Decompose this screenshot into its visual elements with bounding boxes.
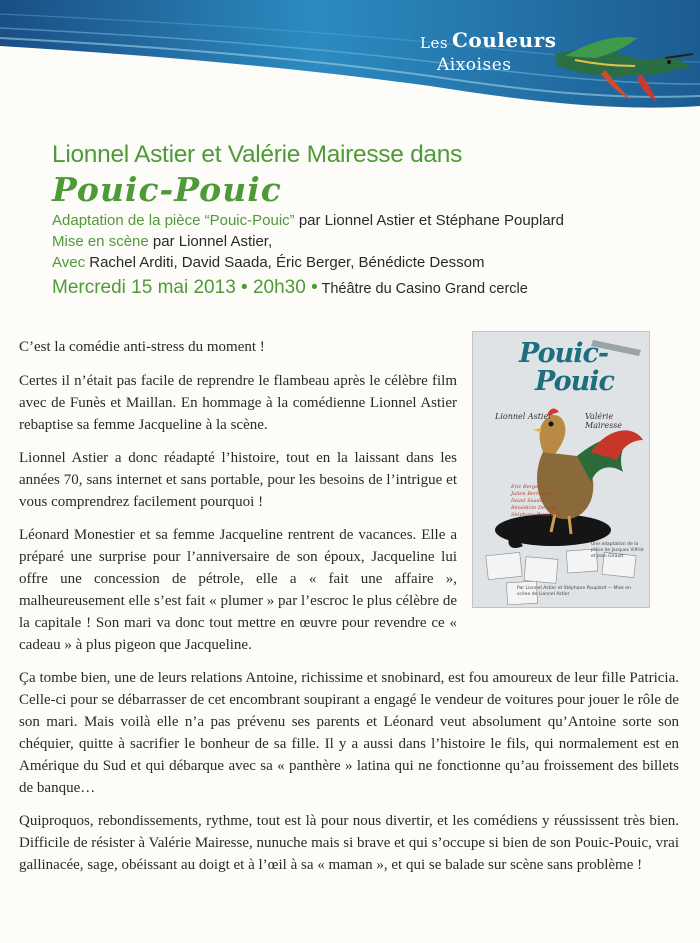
event-date: Mercredi 15 mai 2013 • 20h30 • (52, 277, 318, 298)
poster-cast-item: Julien Berthoux (511, 491, 551, 497)
review-article (19, 336, 679, 887)
cast-line (52, 252, 662, 273)
poster-actor-right: Valérie Mairesse (585, 412, 623, 430)
direction-lead: Mise en scène (52, 233, 149, 250)
performers-line: Lionnel Astier et Valérie Mairesse dans (52, 141, 463, 168)
poster-actor-left: Lionnel Astier (495, 412, 553, 421)
adaptation-lead: Adaptation de la pièce (52, 212, 205, 229)
brand-les: Les (420, 34, 449, 52)
direction-line (52, 231, 662, 252)
paragraph: Quiproquos, rebondissements, rythme, tout est là pour nous divertir, et les comédiens y réussissent très bien. Difficile de résister à Valérie Mairesse, nunuche mais si brave et qui s’occupe si bien de son Pouic-Pouic, vrai gallinacée, sage, obéissant au doigt et à l’œil à sa « maman », et qui se balade sur scène sans problème ! (19, 813, 679, 873)
poster-title-line1: Pouic- (519, 338, 609, 369)
poster-credit-note: Par Lionnel Astier et Stéphane Pouplard — Mise en scène de Lionnel Astier (517, 586, 631, 597)
top-banner (0, 0, 700, 115)
event-header (52, 140, 662, 302)
paragraph: Lionnel Astier a donc réadapté l’histoire, tout en la laissant dans les années 70, sans internet et sans portable, pour les besoins de l’intrigue et vous comprendrez facilement pourquoi ! (19, 450, 457, 510)
poster-adaptation-note: Une adaptation de la pièce de Jacques Vilfrid et Jean Girault (591, 542, 644, 559)
poster-cast-item: David Saada (511, 498, 543, 504)
play-title: Pouic-Pouic (52, 170, 282, 209)
brand-couleurs: Couleurs (452, 28, 557, 52)
cast-rest: Rachel Arditi, David Saada, Éric Berger, Bénédicte Dessom (85, 254, 485, 271)
poster-title-line2: Pouic (535, 366, 614, 397)
adaptation-piece: “Pouic-Pouic” (204, 212, 295, 229)
paragraph-intro: C’est la comédie anti-stress du moment ! (19, 339, 265, 355)
brand-aixoises: Aixoises (437, 55, 512, 75)
adaptation-line (52, 210, 662, 231)
direction-rest: par Lionnel Astier, (148, 233, 273, 250)
cast-lead: Avec (52, 254, 86, 271)
date-line (52, 275, 662, 302)
poster-cast-item: Bénédicte Dessom (511, 505, 558, 511)
poster-cast-item: Eric Berger (511, 484, 541, 490)
paragraph: Ça tombe bien, une de leurs relations Antoine, richissime et snobinard, est fou amoureux de leur fille Patricia. Celle-ci pour se débarrasser de cet encombrant soupirant a engagé le vendeur de voitures pour jouer le rôle de son mari. Mais voilà elle n’a pas prévenu ses parents et Léonard veut absolument qu’Antoine sorte son chéquier, quitte à sacrifier le bonheur de sa fille. Il y a aussi dans l’histoire le fils, qui normalement est en Amérique du Sud et qui débarque avec sa « panthère » latina qui ne fonctionne qu’au froissement des billets de banque… (19, 670, 679, 796)
poster-cast-item: Stéphane Pouplard (511, 512, 560, 518)
paragraph: Léonard Monestier et sa femme Jacqueline rentrent de vacances. Elle a préparé une surprise pour l’anniversaire de son époux, Jacqueline lui offre une concession de pétrole, elle a « fait une affaire », malheureusement elle s’est fait « plumer » par l’escroc le plus célèbre de la capitale ! Son mari va donc tout mettre en œuvre pour revendre ce « cadeau » à plus pigeon que Jacqueline. (19, 527, 457, 653)
adaptation-rest: par Lionnel Astier et Stéphane Pouplard (294, 212, 565, 229)
hummingbird-icon (545, 24, 695, 104)
paragraph: Certes il n’était pas facile de reprendre le flambeau après le célèbre film avec de Funès et Maillan. En hommage à la comédienne Lionnel Astier rebaptise sa femme Jacqueline à la scène. (19, 373, 457, 433)
event-venue: Théâtre du Casino Grand cercle (317, 281, 528, 297)
